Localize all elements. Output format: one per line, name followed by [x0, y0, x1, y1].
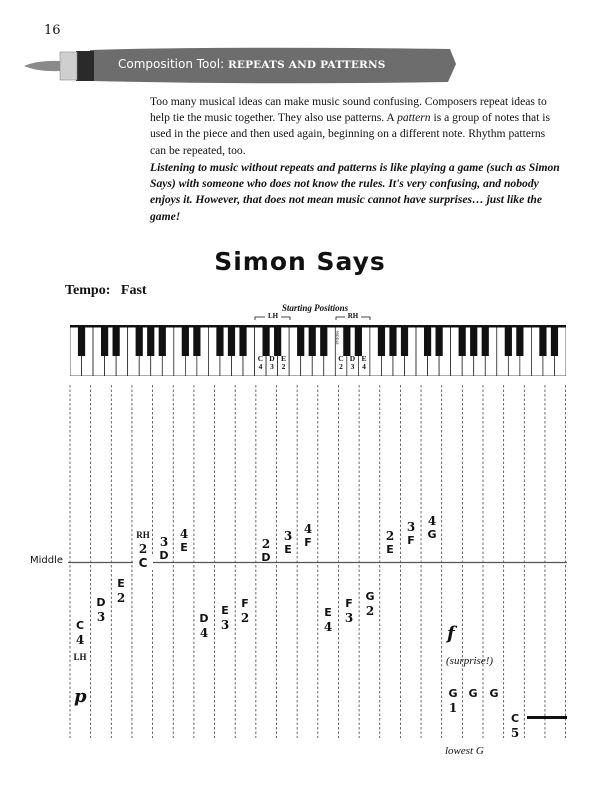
- note-text: 1: [448, 701, 458, 715]
- starting-positions-label: Starting Positions: [281, 303, 349, 313]
- note-22: [505, 712, 525, 740]
- note-text: 4: [303, 522, 313, 536]
- tempo-value: Fast: [120, 283, 147, 298]
- note-17: [401, 520, 421, 548]
- note-text: 2: [365, 604, 375, 618]
- page-number: 16: [44, 23, 61, 38]
- note-text: 3: [344, 611, 354, 625]
- key-note: D: [269, 354, 275, 363]
- note-text: 3: [220, 618, 230, 632]
- note-text: F: [304, 536, 312, 549]
- note-text: E: [117, 577, 125, 590]
- note-text: E: [284, 543, 292, 556]
- note-text: F: [241, 597, 249, 610]
- song-title: Simon Says: [214, 247, 386, 276]
- note-text: E: [386, 543, 394, 556]
- note-text: D: [261, 551, 271, 564]
- tempo-label: Tempo:: [65, 283, 111, 298]
- note-text: E: [180, 541, 188, 554]
- lh-bracket-label: LH: [267, 312, 279, 320]
- note-13: [318, 606, 338, 634]
- note-text: D: [159, 549, 169, 562]
- note-text: 3: [406, 520, 416, 534]
- note-4: [133, 528, 153, 570]
- note-text: 4: [75, 633, 85, 647]
- note-text: 2: [116, 591, 126, 605]
- note-text: RH: [136, 530, 150, 540]
- key-finger: 3: [350, 362, 355, 371]
- note-text: 2: [138, 542, 148, 556]
- note-text: 4: [323, 620, 333, 634]
- middle-c-marker: MIDDLE: [335, 331, 339, 345]
- note-text: E: [324, 606, 332, 619]
- note-text: 3: [159, 535, 169, 549]
- key-note: C: [257, 354, 264, 363]
- note-text: G: [427, 528, 437, 541]
- section-prefix: Composition Tool:: [118, 57, 225, 71]
- note-21: [484, 687, 504, 701]
- dynamic-piano: p: [74, 686, 87, 707]
- key-note: E: [280, 354, 286, 363]
- note-text: 4: [199, 626, 209, 640]
- hold-line: [527, 716, 567, 719]
- note-5: [154, 535, 174, 563]
- note-text: C: [510, 712, 520, 725]
- note-18: [422, 514, 442, 542]
- note-text: D: [199, 612, 209, 625]
- key-note: D: [349, 354, 356, 363]
- note-2: [91, 596, 111, 624]
- note-text: 2: [261, 537, 271, 551]
- note-1: [70, 619, 90, 664]
- key-finger: 4: [258, 362, 263, 371]
- note-text: G: [365, 590, 375, 603]
- note-text: 2: [240, 611, 250, 625]
- note-text: 3: [283, 529, 293, 543]
- note-text: 2: [385, 529, 395, 543]
- note-3: [111, 577, 131, 605]
- note-11: [278, 529, 298, 557]
- note-text: G: [468, 687, 478, 700]
- note-20: [463, 687, 483, 701]
- key-finger: 2: [281, 362, 286, 371]
- note-19: [443, 687, 463, 715]
- note-text: C: [75, 619, 85, 632]
- note-16: [380, 529, 400, 557]
- note-9: [235, 597, 255, 625]
- middle-label: Middle: [30, 555, 64, 566]
- key-finger: 3: [270, 362, 274, 371]
- note-8: [215, 604, 235, 632]
- key-finger: 4: [362, 362, 366, 371]
- note-text: C: [133, 556, 153, 570]
- key-finger: 2: [339, 362, 343, 371]
- note-7: [194, 612, 214, 640]
- note-text: 4: [427, 514, 437, 528]
- note-text: 4: [179, 527, 189, 541]
- dynamic-forte: f: [447, 623, 455, 644]
- key-note: E: [361, 354, 367, 363]
- note-text: E: [221, 604, 229, 617]
- note-12: [298, 522, 318, 550]
- lowest-g-label: lowest G: [445, 745, 484, 757]
- note-15: [360, 590, 380, 618]
- key-note: C: [338, 354, 344, 363]
- note-text: LH: [73, 652, 87, 662]
- note-text: 5: [510, 726, 520, 740]
- note-text: D: [96, 596, 106, 609]
- aside-paragraph: Listening to music without repeats and patterns is like playing a game (such as Simon Says) with someone who does not know the rules. It's very confusing, and nobody enjoys it. However, that does not mean music cannot have surprises… just like the game!: [150, 161, 560, 223]
- rh-bracket-label: RH: [347, 312, 359, 320]
- note-text: G: [448, 687, 458, 700]
- intro-emphasis: pattern: [397, 111, 431, 125]
- intro-text-b: is a group of notes that is used in the piece and then used again, beginning on a different note. Rhythm patterns can be repeated, too.: [150, 111, 551, 157]
- section-heading: REPEATS AND PATTERNS: [227, 59, 386, 71]
- note-text: G: [489, 687, 499, 700]
- surprise-label: (surprise!): [446, 655, 494, 667]
- note-14: [339, 597, 359, 625]
- intro-text-a: Too many musical ideas can make music sound confusing. Composers repeat ideas to help tie the music together. They also use patterns. A: [150, 95, 547, 125]
- note-text: 3: [96, 610, 106, 624]
- note-6: [174, 527, 194, 555]
- note-text: F: [345, 597, 353, 610]
- note-text: F: [407, 534, 415, 547]
- note-10: [256, 537, 276, 565]
